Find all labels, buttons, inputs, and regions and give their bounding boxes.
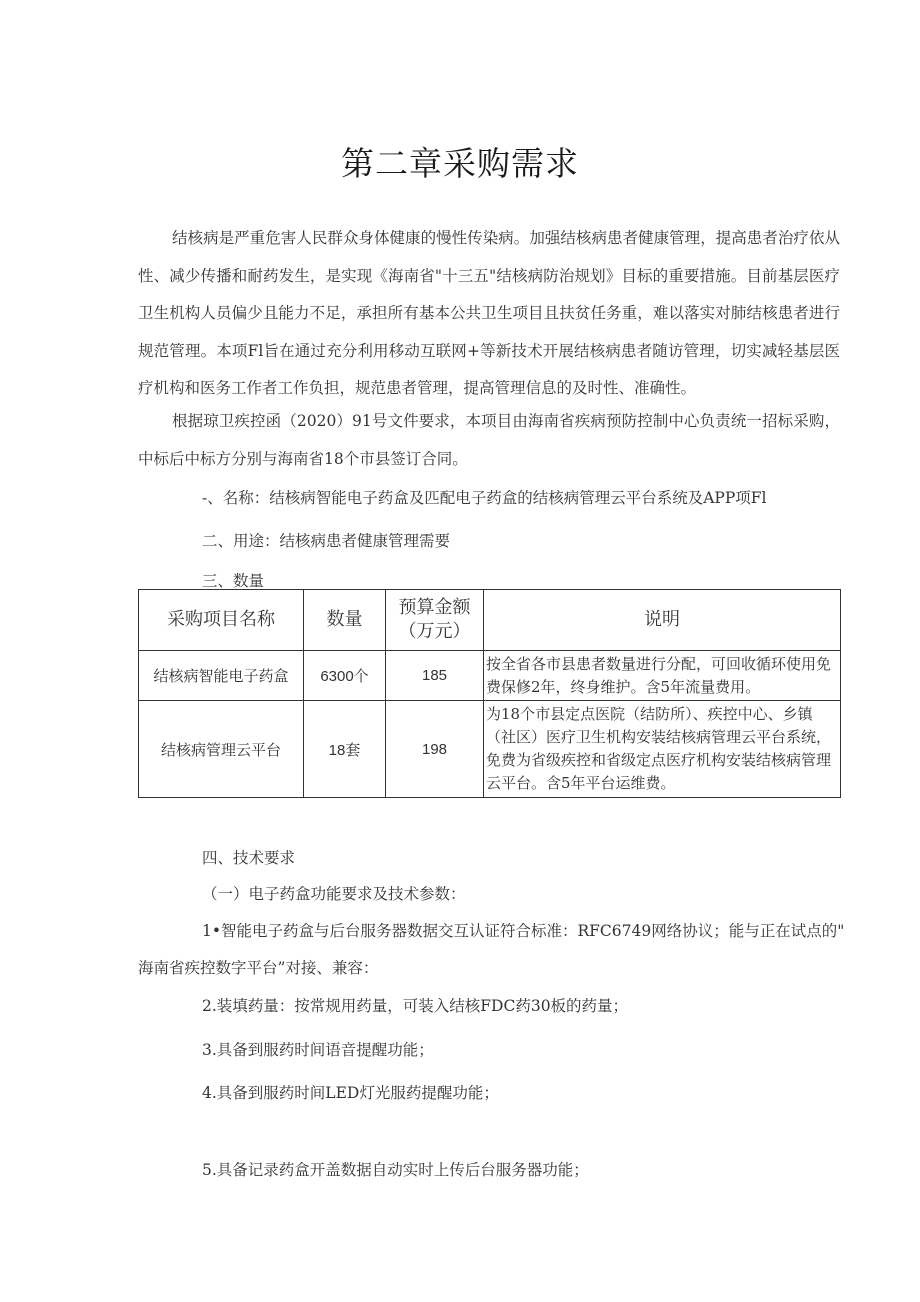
header-budget-line2: （万元） (398, 621, 471, 642)
section-quantity: 三、数量 (202, 572, 265, 590)
row-description: 按全省各市县患者数量进行分配，可回收循环使用免费保修2年，终身维护。含5年流量费用。 (484, 651, 841, 701)
page-title: 第二章采购需求 (341, 144, 579, 183)
row-budget: 198 (386, 701, 484, 798)
row-item-name: 结核病管理云平台 (139, 701, 304, 798)
tech-subheading: （一）电子药盒功能要求及技术参数： (202, 885, 466, 903)
row-quantity: 18套 (304, 701, 386, 798)
header-budget (386, 590, 484, 651)
row-budget: 185 (386, 651, 484, 701)
intro-paragraph-2: 根据琼卫疾控函（2020）91号文件要求，本项目由海南省疾病预防控制中心负责统一招标采购，中标后中标方分别与海南省18个市县签订合同。 (138, 412, 840, 468)
intro-paragraph-1: 结核病是严重危害人民群众身体健康的慢性传染病。加强结核病患者健康管理，提高患者治疗依从性、减少传播和耐药发生，是实现《海南省"十三五"结核病防治规划》目标的重要措施。目前基层医疗卫生机构人员偏少且能力不足，承担所有基本公共卫生项目且扶贫任务重，难以落实对肺结核患者进行规范管理。本项Fl旨在通过充分利用移动互联网+等新技术开展结核病患者随访管理，切实减轻基层医疗机构和医务工作者工作负担，规范患者管理，提高管理信息的及时性、准确性。 (138, 229, 840, 397)
section-purpose: 二、用途：结核病患者健康管理需要 (202, 532, 451, 550)
row-item-name: 结核病智能电子药盒 (139, 651, 304, 701)
tech-item-1-line-2: 海南省疾控数字平台”对接、兼容： (138, 959, 379, 977)
row-description: 为18个市县定点医院（结防所）、疾控中心、乡镇（社区）医疗卫生机构安装结核病管理云平台系统，免费为省级疾控和省级定点医疗机构安装结核病管理云平台。含5年平台运维费。 (484, 701, 841, 798)
header-quantity: 数量 (304, 590, 386, 651)
header-budget-line1: 预算金额 (398, 597, 471, 618)
tech-item-1-line-1: 1•智能电子药盒与后台服务器数据交互认证符合标准：RFC6749网络协议；能与正在试点的" (202, 922, 845, 940)
procurement-table (138, 589, 841, 798)
table-row (139, 701, 841, 798)
header-description: 说明 (484, 590, 841, 651)
table-header-row (139, 590, 841, 651)
tech-item-3: 3.具备到服药时间语音提醒功能； (202, 1041, 434, 1059)
section-tech: 四、技术要求 (202, 849, 296, 867)
tech-item-2: 2.装填药量：按常规用药量，可装入结核FDC药30板的药量； (202, 997, 629, 1015)
row-quantity: 6300个 (304, 651, 386, 701)
header-item-name: 采购项目名称 (139, 590, 304, 651)
tech-item-4: 4.具备到服药时间LED灯光服药提醒功能； (202, 1084, 499, 1102)
tech-item-5: 5.具备记录药盒开盖数据自动实时上传后台服务器功能； (202, 1161, 589, 1179)
table-row (139, 651, 841, 701)
section-name: -、名称：结核病智能电子药盒及匹配电子药盒的结核病管理云平台系统及APP项Fl (202, 489, 767, 507)
